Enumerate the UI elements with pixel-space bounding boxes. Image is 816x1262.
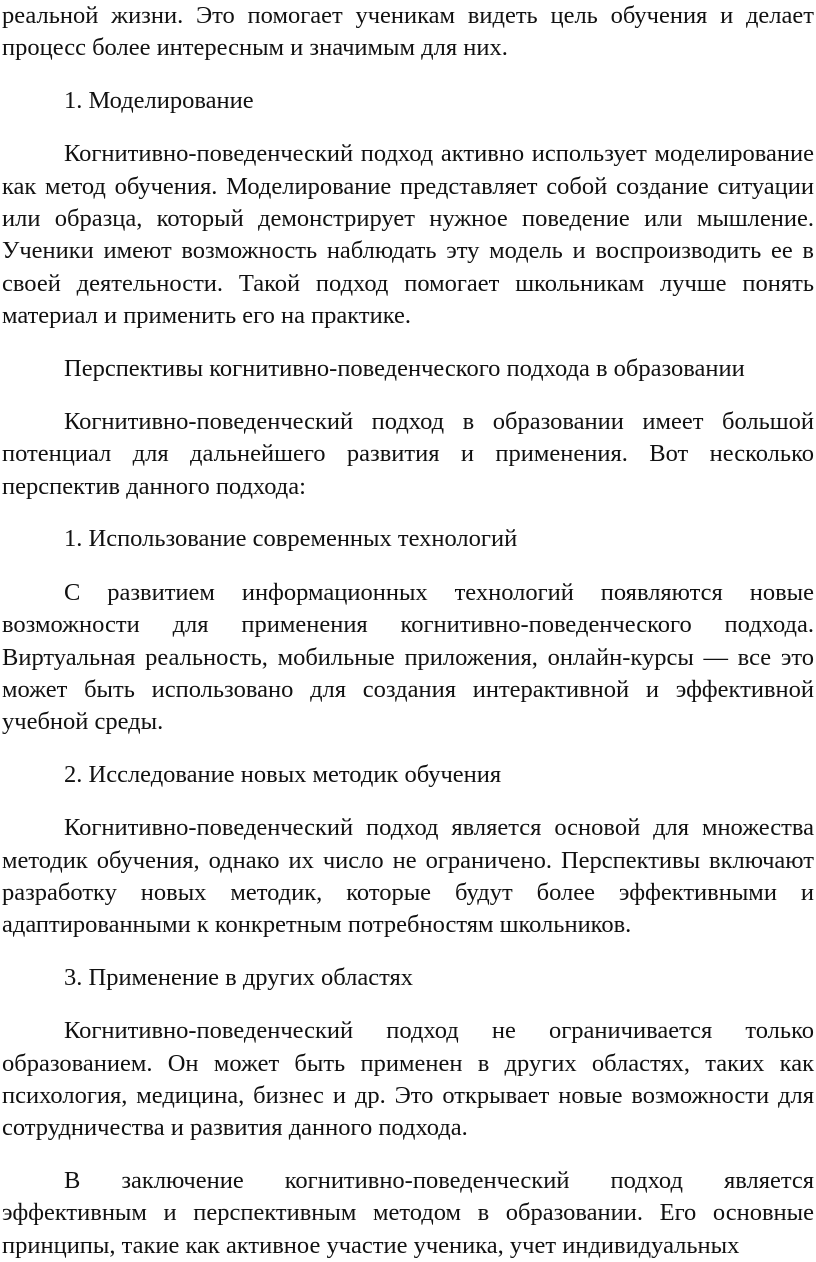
spacer bbox=[2, 942, 814, 962]
spacer bbox=[2, 994, 814, 1015]
spacer bbox=[2, 791, 814, 812]
paragraph-modeling: Когнитивно-поведенческий подход активно использует моделирование как метод обучения. Моделирование представляет собой создание ситуации или образца, который демонстрирует нужное поведение или мышление. Ученики имеют возможность наблюдать эту модель и воспроизводить ее в своей деятельности. Такой подход помогает школьникам лучше понять материал и применить его на практике. bbox=[2, 140, 814, 330]
paragraph-continued: реальной жизни. Это помогает ученикам видеть цель обучения и делает процесс более интересным и значимым для них. bbox=[2, 2, 814, 62]
spacer bbox=[2, 385, 814, 406]
section-heading-new-methods: 2. Исследование новых методик обучения bbox=[64, 760, 502, 788]
paragraph-other-areas: Когнитивно-поведенческий подход не ограничивается только образованием. Он может быть применен в других областях, таких как психология, медицина, бизнес и др. Это открывает новые возможности для сотрудничества и развития данного подхода. bbox=[2, 1017, 814, 1142]
spacer bbox=[2, 333, 814, 353]
paragraph-conclusion: В заключение когнитивно-поведенческий подход является эффективным и перспективным методом в образовании. Его основные принципы, такие как активное участие ученика, учет индивидуальных bbox=[2, 1166, 814, 1259]
paragraph-new-methods: Когнитивно-поведенческий подход является основой для множества методик обучения, однако их число не ограничено. Перспективы включают разработку новых методик, которые будут более эффективными и адаптированными к конкретным потребностям школьников. bbox=[2, 814, 814, 939]
spacer bbox=[2, 117, 814, 138]
section-heading-technologies: 1. Использование современных технологий bbox=[64, 525, 518, 553]
spacer bbox=[2, 65, 814, 85]
section-heading-perspectives: Перспективы когнитивно-поведенческого подхода в образовании bbox=[64, 354, 745, 382]
section-heading-other-areas: 3. Применение в других областях bbox=[64, 963, 413, 991]
spacer bbox=[2, 503, 814, 523]
section-heading-modeling: 1. Моделирование bbox=[64, 86, 254, 114]
spacer bbox=[2, 1145, 814, 1165]
spacer bbox=[2, 739, 814, 759]
spacer bbox=[2, 556, 814, 577]
paragraph-perspectives-intro: Когнитивно-поведенческий подход в образовании имеет большой потенциал для дальнейшего развития и применения. Вот несколько перспектив данного подхода: bbox=[2, 408, 814, 500]
paragraph-technologies: С развитием информационных технологий появляются новые возможности для применения когнитивно-поведенческого подхода. Виртуальная реальность, мобильные приложения, онлайн-курсы — все это может быть использовано для создания интерактивной и эффективной учебной среды. bbox=[2, 578, 814, 736]
